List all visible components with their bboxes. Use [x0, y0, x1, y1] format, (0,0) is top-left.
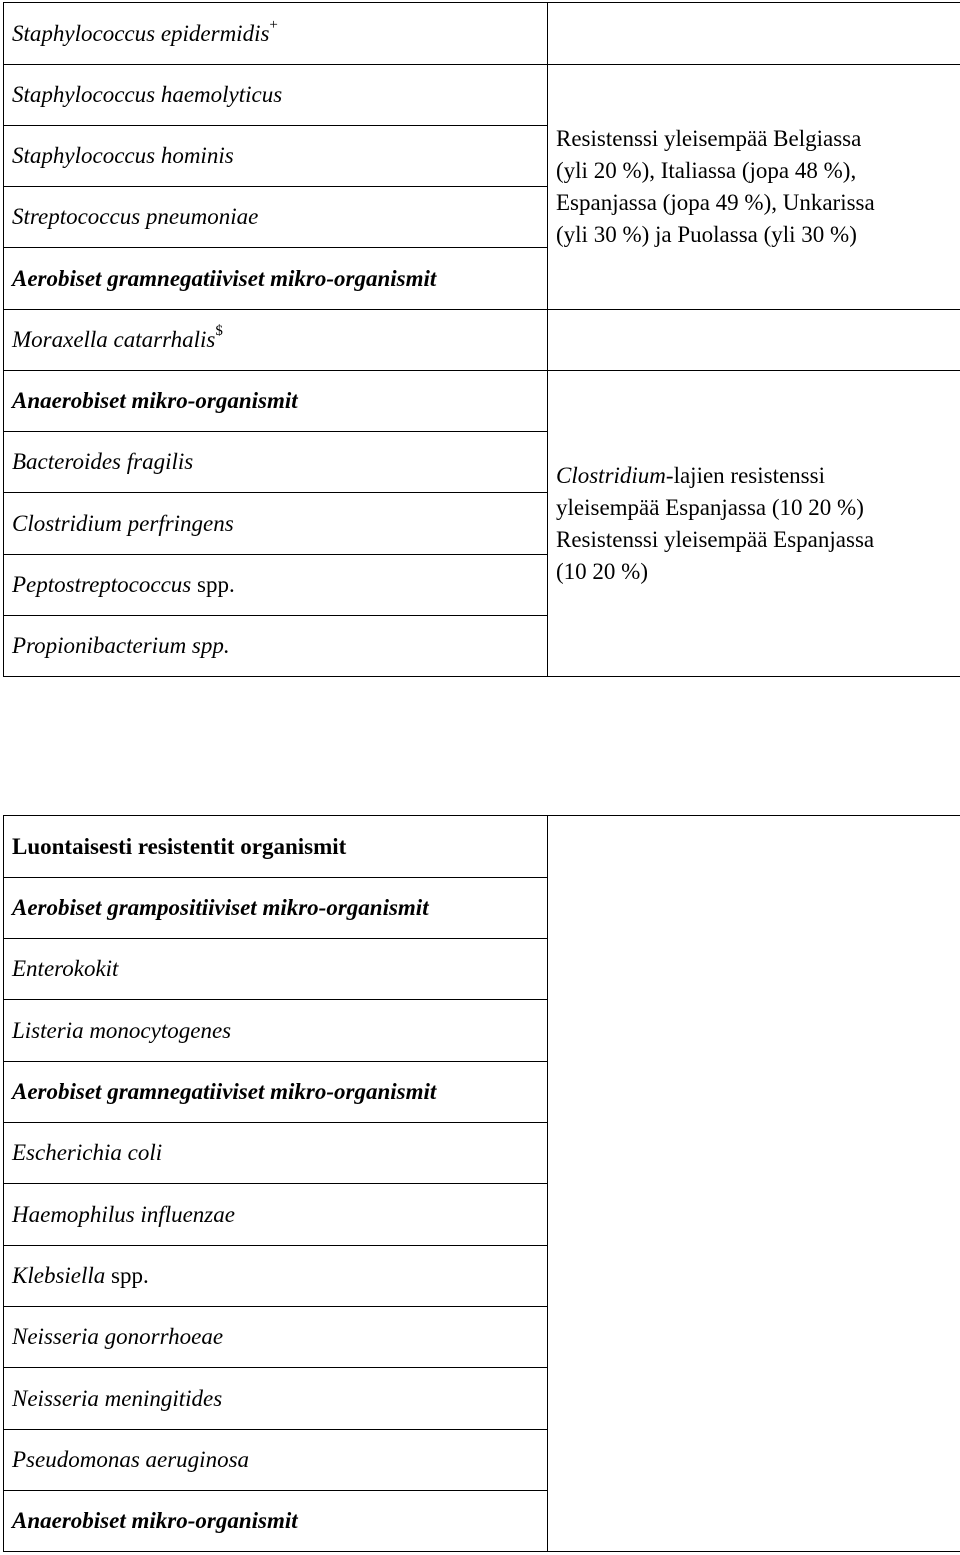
note-cell-empty: [548, 3, 960, 65]
organism-cell: Pseudomonas aeruginosa: [4, 1430, 548, 1491]
organism-cell: Haemophilus influenzae: [4, 1184, 548, 1246]
organism-cell: Staphylococcus epidermidis+: [4, 3, 548, 65]
note-cell-clostridium: Clostridium-lajien resistenssi yleisempää Espanjassa (10 20 %) Resistenssi yleisempää Espanjassa (10 20 %): [548, 371, 960, 677]
group-heading-cell: Anaerobiset mikro-organismit: [4, 1491, 548, 1552]
susceptibility-table-upper: [3, 2, 960, 677]
resistant-organisms-table: [3, 815, 960, 1552]
organism-cell: Staphylococcus hominis: [4, 126, 548, 187]
organism-cell: Clostridium perfringens: [4, 493, 548, 555]
group-heading-cell: Aerobiset gramnegatiiviset mikro-organismit: [4, 248, 548, 310]
organism-cell: Streptococcus pneumoniae: [4, 187, 548, 248]
organism-cell: Bacteroides fragilis: [4, 432, 548, 493]
note-cell-streptococcus: Resistenssi yleisempää Belgiassa (yli 20 %), Italiassa (jopa 48 %), Espanjassa (jopa 49 %), Unkarissa (yli 30 %) ja Puolassa (yli 30 %): [548, 65, 960, 310]
group-heading-cell: Anaerobiset mikro-organismit: [4, 371, 548, 432]
organism-cell: Escherichia coli: [4, 1123, 548, 1184]
group-heading-cell: Aerobiset grampositiiviset mikro-organismit: [4, 878, 548, 939]
organism-cell: Peptostreptococcus spp.: [4, 555, 548, 616]
note-cell-empty: [548, 310, 960, 371]
organism-cell: Neisseria gonorrhoeae: [4, 1307, 548, 1368]
organism-cell: Moraxella catarrhalis$: [4, 310, 548, 371]
note-cell-empty: [548, 816, 960, 1552]
organism-cell: Staphylococcus haemolyticus: [4, 65, 548, 126]
organism-cell: Enterokokit: [4, 939, 548, 1000]
group-heading-cell: Aerobiset gramnegatiiviset mikro-organismit: [4, 1062, 548, 1123]
organism-cell: Neisseria meningitides: [4, 1368, 548, 1430]
organism-cell: Propionibacterium spp.: [4, 616, 548, 677]
organism-cell: Klebsiella spp.: [4, 1246, 548, 1307]
organism-cell: Listeria monocytogenes: [4, 1000, 548, 1062]
table-heading-cell: Luontaisesti resistentit organismit: [4, 816, 548, 878]
